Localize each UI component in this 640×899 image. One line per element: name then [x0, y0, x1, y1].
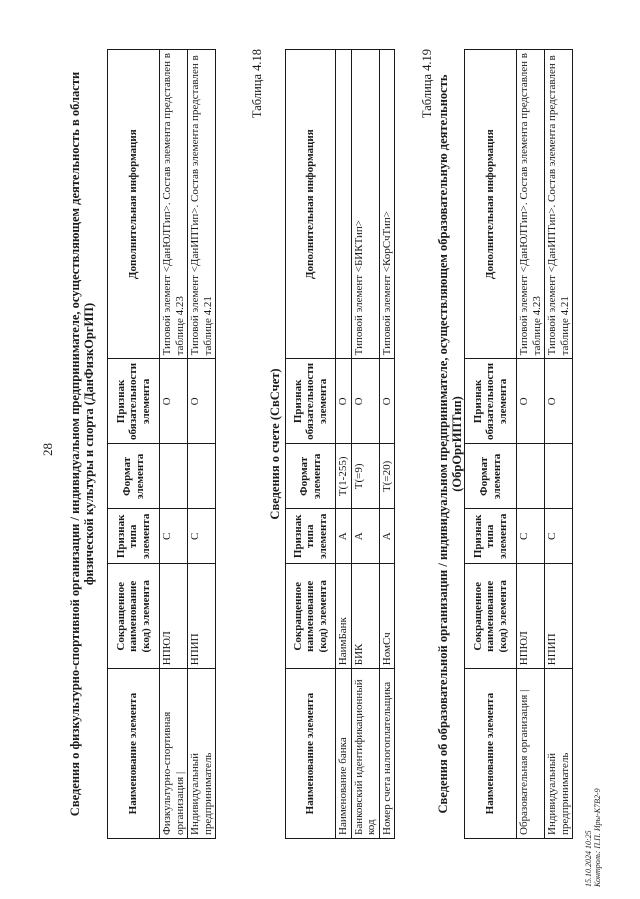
col-type-header: Признак типа элемента: [108, 509, 160, 564]
cell-info: Типовой элемент <КорСчТип>: [379, 50, 395, 359]
cell-info: [336, 50, 352, 359]
cell-type: А: [351, 509, 379, 564]
table-row: [379, 50, 395, 839]
col-format-header: Формат элемента: [465, 444, 517, 509]
cell-code: БИК: [351, 564, 379, 669]
col-code-header: Сокращенное наименование (код) элемента: [465, 564, 517, 669]
cell-required: О: [351, 359, 379, 444]
table-sports-org: [107, 49, 216, 839]
cell-type: А: [336, 509, 352, 564]
cell-name: Номер счета налогоплательщика: [379, 669, 395, 839]
cell-info: Типовой элемент <БИКТип>: [351, 50, 379, 359]
col-info-header: Дополнительная информация: [286, 50, 336, 359]
table-row: [188, 50, 216, 839]
cell-required: О: [188, 359, 216, 444]
cell-info: Типовой элемент <ДанИПТип>. Состав элемента представлен в таблице 4.21: [188, 50, 216, 359]
stamp-line: Контроль: П.П. Иры-К7В2-9: [593, 788, 602, 887]
signature-stamp: [584, 788, 602, 887]
table-header-row: [286, 50, 336, 839]
table-row: [351, 50, 379, 839]
col-required-header: Признак обязательности элемента: [465, 359, 517, 444]
table-4-18-caption: Таблица 4.18: [250, 49, 264, 119]
cell-type: С: [160, 509, 188, 564]
col-name-header: Наименование элемента: [108, 669, 160, 839]
cell-required: О: [336, 359, 352, 444]
col-code-header: Сокращенное наименование (код) элемента: [108, 564, 160, 669]
table-header-row: [465, 50, 517, 839]
cell-required: О: [545, 359, 573, 444]
col-type-header: Признак типа элемента: [465, 509, 517, 564]
col-required-header: Признак обязательности элемента: [286, 359, 336, 444]
col-name-header: Наименование элемента: [286, 669, 336, 839]
cell-type: А: [379, 509, 395, 564]
cell-name: Банковский идентификационный код: [351, 669, 379, 839]
table-account-info: [285, 49, 395, 839]
cell-format: T(=9): [351, 444, 379, 509]
cell-format: [160, 444, 188, 509]
cell-required: О: [379, 359, 395, 444]
cell-info: Типовой элемент <ДанИПТип>. Состав элемента представлен в таблице 4.21: [545, 50, 573, 359]
cell-info: Типовой элемент <ДанЮЛТип>. Состав элемента представлен в таблице 4.23: [160, 50, 188, 359]
cell-info: Типовой элемент <ДанЮЛТип>. Состав элемента представлен в таблице 4.23: [517, 50, 545, 359]
cell-name: Индивидуальный предприниматель: [188, 669, 216, 839]
section3-title: Сведения об образовательной организации / индивидуальном предпринимателе, осуществляющем образовательную деятельность (ОбрОргИПТип): [436, 74, 464, 814]
section1-title: Сведения о физкультурно-спортивной организации / индивидуальном предпринимателе, осуществляющем деятельность в области физической культуры и спорта (ДанФизкОргИП): [68, 71, 96, 817]
table-education-org: [464, 49, 573, 839]
cell-type: С: [517, 509, 545, 564]
col-format-header: Формат элемента: [108, 444, 160, 509]
cell-required: О: [160, 359, 188, 444]
table-header-row: [108, 50, 160, 839]
cell-format: T(1-255): [336, 444, 352, 509]
table-row: [517, 50, 545, 839]
cell-name: Индивидуальный предприниматель: [545, 669, 573, 839]
cell-code: НПИП: [545, 564, 573, 669]
stamp-line: 15.10.2024 10:25: [584, 830, 593, 887]
cell-code: НПИП: [188, 564, 216, 669]
col-info-header: Дополнительная информация: [465, 50, 517, 359]
table-row: [336, 50, 352, 839]
cell-required: О: [517, 359, 545, 444]
cell-type: С: [545, 509, 573, 564]
cell-type: С: [188, 509, 216, 564]
col-type-header: Признак типа элемента: [286, 509, 336, 564]
section2-title: Сведения о счете (СвСчет): [268, 368, 282, 520]
col-code-header: Сокращенное наименование (код) элемента: [286, 564, 336, 669]
cell-code: НомСч: [379, 564, 395, 669]
table-row: [160, 50, 188, 839]
page-number: 28: [40, 443, 55, 456]
col-required-header: Признак обязательности элемента: [108, 359, 160, 444]
cell-format: [545, 444, 573, 509]
cell-format: [517, 444, 545, 509]
cell-code: НаимБанк: [336, 564, 352, 669]
cell-code: НПЮЛ: [517, 564, 545, 669]
col-format-header: Формат элемента: [286, 444, 336, 509]
col-name-header: Наименование элемента: [465, 669, 517, 839]
table-4-19-caption: Таблица 4.19: [420, 49, 434, 119]
cell-code: НПЮЛ: [160, 564, 188, 669]
cell-name: Физкультурно-спортивная организация |: [160, 669, 188, 839]
cell-name: Образовательная организация |: [517, 669, 545, 839]
table-row: [545, 50, 573, 839]
cell-format: [188, 444, 216, 509]
cell-format: T(=20): [379, 444, 395, 509]
col-info-header: Дополнительная информация: [108, 50, 160, 359]
cell-name: Наименование банка: [336, 669, 352, 839]
